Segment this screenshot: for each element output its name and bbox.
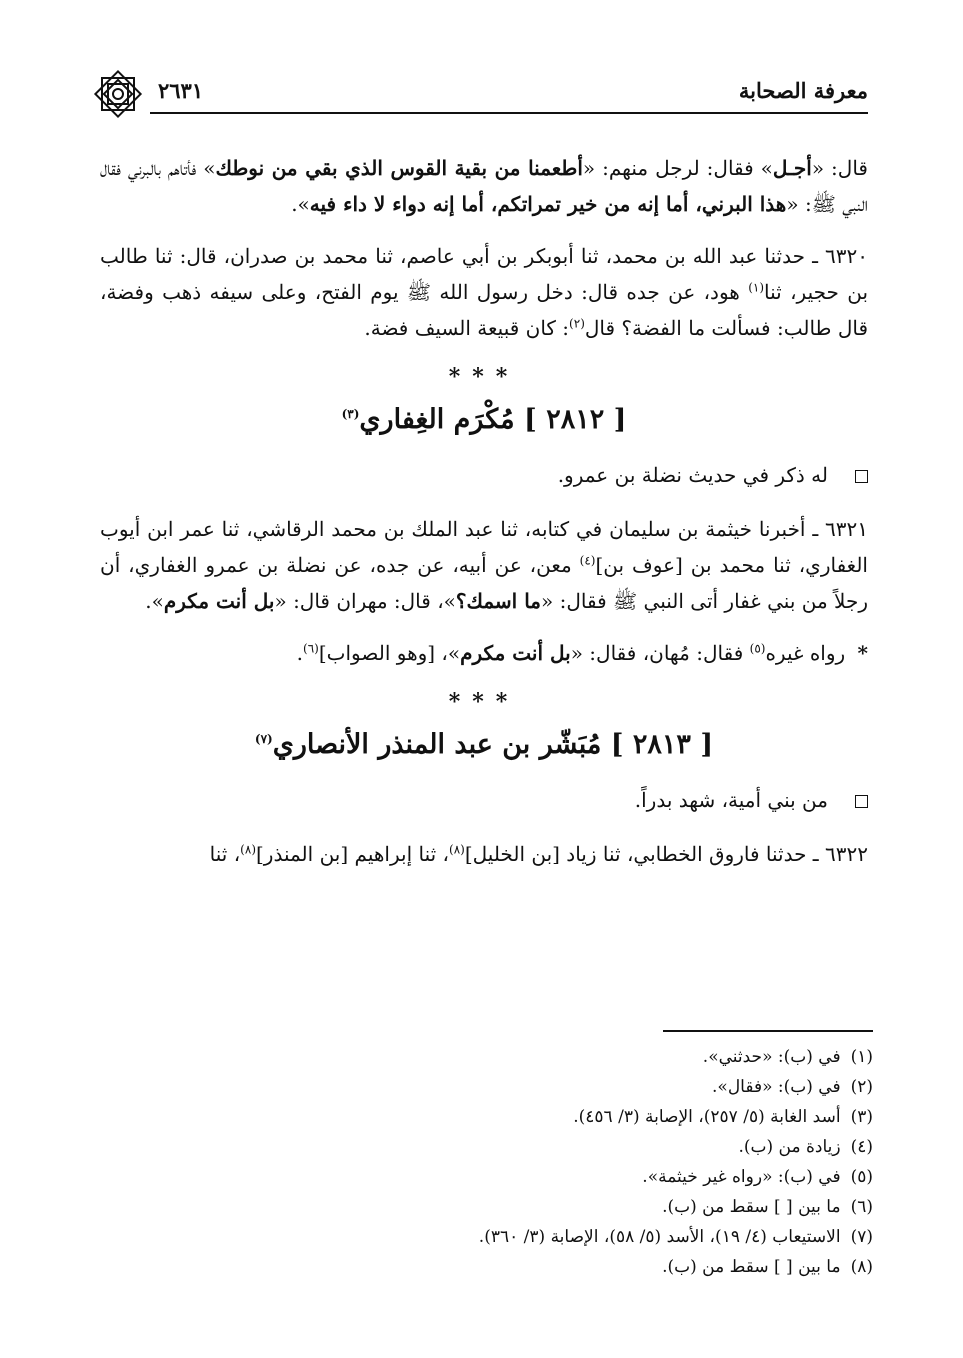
main-text <box>100 150 868 888</box>
footnote-ref-1: (١) <box>748 280 765 295</box>
footnote-ref-7: (٧) <box>254 732 273 746</box>
page-number: ٢٦٣١ <box>158 78 204 103</box>
footnote-ref-3: (٣) <box>341 407 360 421</box>
entry-title-2812: [ ٢٨١٢ ] مُكْرَم الغِفاري$^{(٣)}$ <box>341 404 627 435</box>
entry-note-2813: من بني أمية، شهد بدراً. <box>100 782 868 818</box>
footnote: (١)في (ب): «حدثني». <box>702 1047 873 1067</box>
footnote-ref-6: (٦) <box>303 641 319 656</box>
footnote: (٨)ما بين [ ] سقط من (ب). <box>662 1257 873 1277</box>
footnote-rule <box>663 1030 873 1032</box>
footnote-ref-8: (٨) <box>449 842 465 857</box>
header-rule <box>150 112 868 114</box>
star-ornament-icon <box>90 66 146 122</box>
paragraph-continuation: قال: «أجـل» فقال: لرجل منهم: «أطعمنا من بقية القوس الذي بقي من نوطك» فأتاهم بالبرني فقال النبي ﷺ: «هذا البرني، أما إنه من خير تمراتكم، أما إنه دواء لا داء فيه». <box>100 156 868 216</box>
narration-note: * رواه غيره$^{(٥)}$ فقال: مُهان، فقال: «بل أنت مكرم»، [وهو الصواب]$^{(٦)}$. <box>296 641 868 665</box>
footnote-ref-5: (٥) <box>749 641 766 656</box>
square-bullet-icon <box>855 470 868 483</box>
section-separator-stars: *** <box>448 689 520 715</box>
footnote: (٦)ما بين [ ] سقط من (ب). <box>662 1197 873 1217</box>
page-header <box>90 72 868 112</box>
square-bullet-icon <box>855 795 868 808</box>
footnote: (٣)أسد الغابة (٥/ ٢٥٧)، الإصابة (٣/ ٤٥٦). <box>573 1107 873 1127</box>
section-separator-stars: *** <box>448 364 520 390</box>
footnote: (٧)الاستيعاب (٤/ ١٩)، الأسد (٥/ ٥٨)، الإصابة (٣/ ٣٦٠). <box>478 1227 873 1247</box>
entry-note-2812: له ذكر في حديث نضلة بن عمرو. <box>100 457 868 493</box>
footnote-ref-2: (٢) <box>569 316 585 331</box>
footnote-ref-8: (٨) <box>240 842 256 857</box>
footnotes <box>88 1030 873 1282</box>
running-title: معرفة الصحابة <box>738 78 868 103</box>
footnote: (٥)في (ب): «رواه غير خيثمة». <box>642 1167 873 1187</box>
footnote: (٤)زيادة من (ب). <box>738 1137 873 1157</box>
footnote: (٢)في (ب): «فقال». <box>712 1077 873 1097</box>
hadith-6321: ٦٣٢١ ـ أخبرنا خيثمة بن سليمان في كتابه، ثنا عبد الملك بن محمد الرقاشي، ثنا عمر ابن أيوب الغفاري، ثنا محمد بن [عوف بن]$^{(٤)}$ معن، عن أبيه، عن جده، عن نضلة بن عمرو الغفاري، أن رجلاً من بني غفار أتى النبي ﷺ فقال: «ما اسمك؟»، قال: مهران قال: «بل أنت مكرم». <box>100 517 868 613</box>
hadith-6322: ٦٣٢٢ ـ حدثنا فاروق الخطابي، ثنا زياد [بن الخليل]$^{(٨)}$، ثنا إبراهيم [بن المنذر]$^{(٨)}$، ثنا <box>209 842 868 866</box>
footnote-ref-4: (٤) <box>579 553 596 568</box>
star-bullet-icon: * <box>857 641 868 665</box>
hadith-6320: ٦٣٢٠ ـ حدثنا عبد الله بن محمد، ثنا أبوبكر بن أبي عاصم، ثنا محمد بن صدران، قال: ثنا طالب بن حجير، ثنا$^{(١)}$ هود، عن جده قال: دخل رسول الله ﷺ يوم الفتح، وعلى سيفه ذهب وفضة، قال طالب: فسألت ما الفضة؟ قال$^{(٢)}$: كان قبيعة السيف فضة. <box>100 244 869 340</box>
entry-title-2813: [ ٢٨١٣ ] مُبَشّر بن عبد المنذر الأنصاري$^{(٧)}$ <box>254 729 714 760</box>
